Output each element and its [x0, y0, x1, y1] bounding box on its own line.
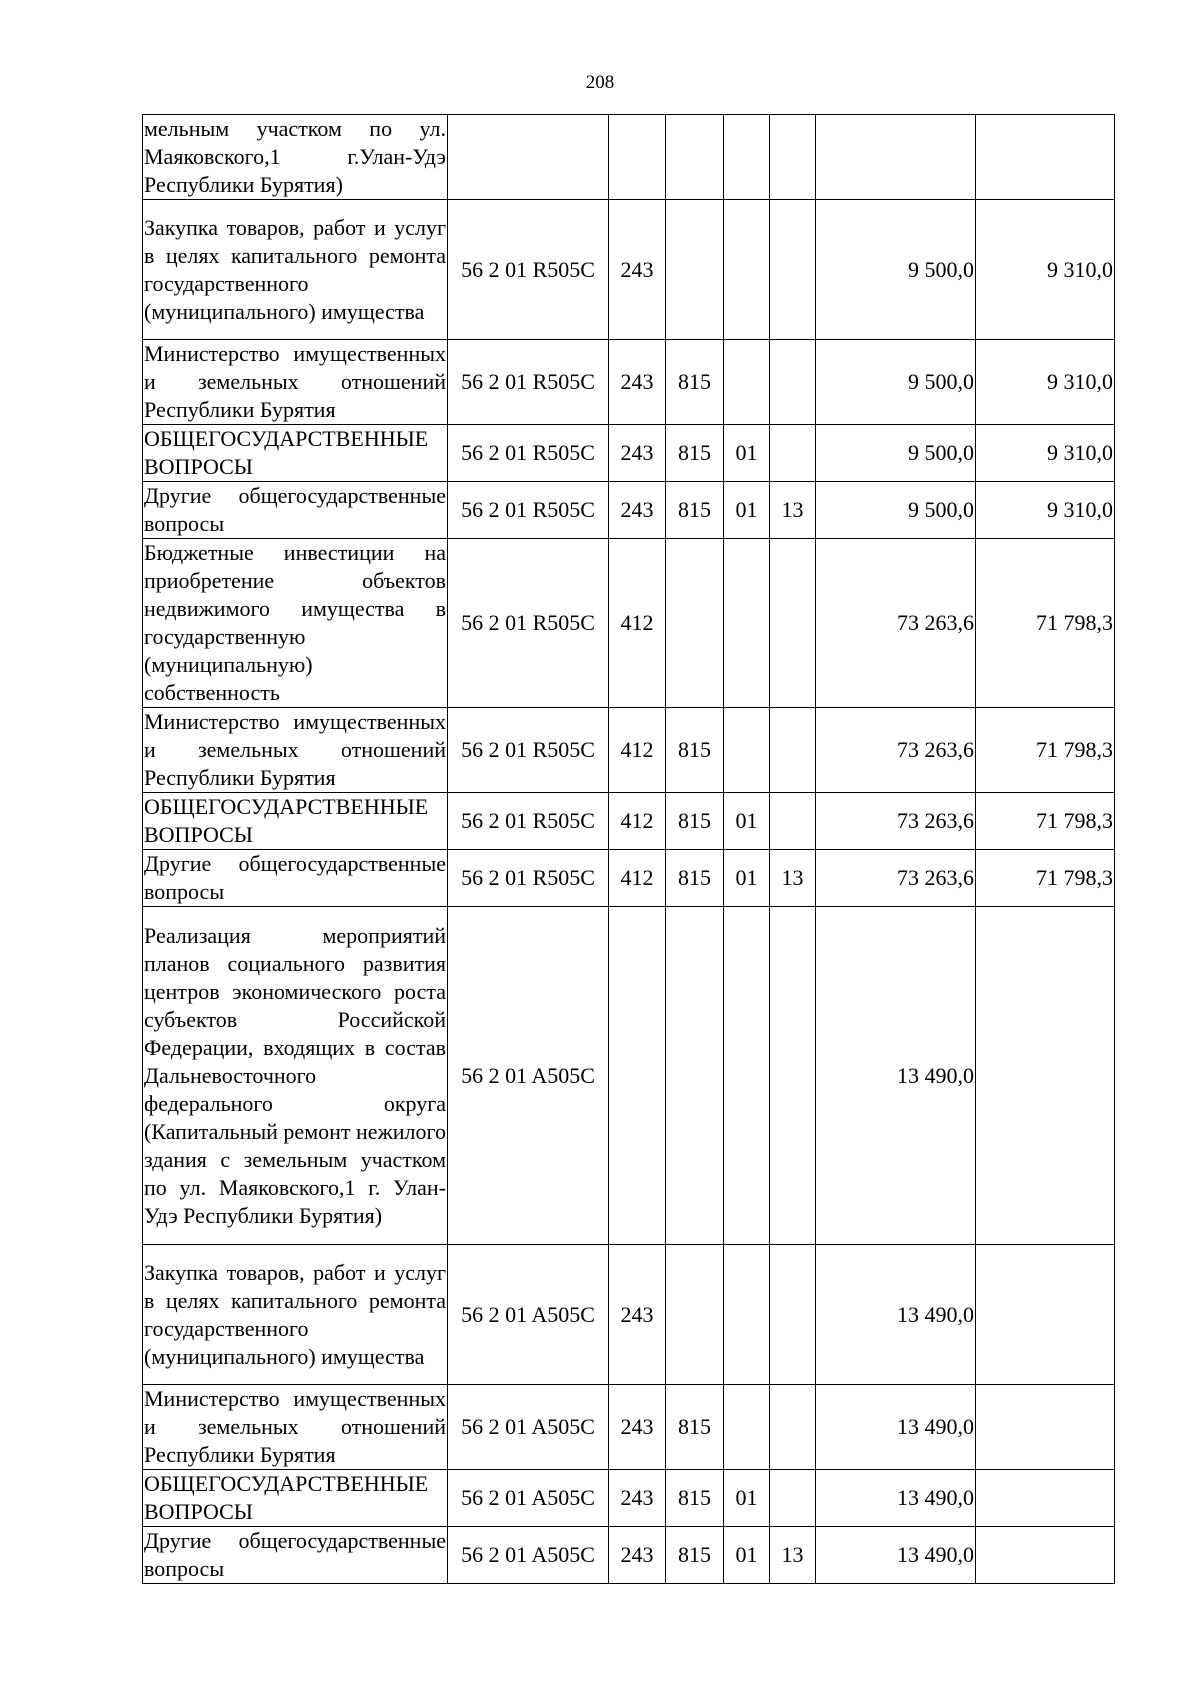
- cell-section: [724, 907, 770, 1245]
- cell-description: ОБЩЕГОСУДАРСТВЕННЫЕ ВОПРОСЫ: [143, 793, 448, 850]
- cell-expense-type: 243: [609, 1470, 666, 1527]
- cell-amount-1: 9 500,0: [816, 482, 976, 539]
- table-row: [143, 200, 1115, 340]
- cell-expense-type: [609, 907, 666, 1245]
- cell-expense-type: 412: [609, 793, 666, 850]
- cell-description: ОБЩЕГОСУДАРСТВЕННЫЕ ВОПРОСЫ: [143, 425, 448, 482]
- cell-section: 01: [724, 1470, 770, 1527]
- cell-ministry-code: 815: [666, 425, 724, 482]
- cell-amount-2: 71 798,3: [976, 539, 1115, 708]
- cell-target-code: 56 2 01 R505C: [448, 539, 609, 708]
- cell-amount-1: 13 490,0: [816, 1527, 976, 1584]
- cell-target-code: 56 2 01 R505C: [448, 850, 609, 907]
- cell-expense-type: 412: [609, 539, 666, 708]
- cell-expense-type: 243: [609, 1527, 666, 1584]
- cell-section: 01: [724, 1527, 770, 1584]
- cell-ministry-code: 815: [666, 340, 724, 425]
- table-row: [143, 115, 1115, 200]
- table-row: [143, 1527, 1115, 1584]
- cell-description: ОБЩЕГОСУДАРСТВЕННЫЕ ВОПРОСЫ: [143, 1470, 448, 1527]
- cell-amount-1: [816, 115, 976, 200]
- cell-section: [724, 708, 770, 793]
- cell-target-code: 56 2 01 R505C: [448, 425, 609, 482]
- cell-description: Реализация мероприятий планов социального развития центров экономического роста субъектов Российской Федерации, входящих в состав Дальневосточного федерального округа (Капитальный ремонт нежилого здания с земельным участком по ул. Маяковского,1 г. Улан-Удэ Республики Бурятия): [143, 907, 448, 1245]
- table-body: [143, 115, 1115, 1584]
- cell-description: Министерство имущественных и земельных отношений Республики Бурятия: [143, 1385, 448, 1470]
- cell-section: 01: [724, 850, 770, 907]
- cell-section: [724, 115, 770, 200]
- table-row: [143, 793, 1115, 850]
- cell-target-code: 56 2 01 A505C: [448, 1245, 609, 1385]
- cell-description: мельным участком по ул. Маяковского,1 г.Улан-Удэ Республики Бурятия): [143, 115, 448, 200]
- cell-subsection: [770, 200, 816, 340]
- cell-ministry-code: 815: [666, 793, 724, 850]
- cell-amount-1: 73 263,6: [816, 539, 976, 708]
- cell-subsection: [770, 1385, 816, 1470]
- cell-target-code: 56 2 01 R505C: [448, 482, 609, 539]
- cell-subsection: [770, 425, 816, 482]
- cell-amount-1: 9 500,0: [816, 200, 976, 340]
- cell-target-code: 56 2 01 A505C: [448, 1527, 609, 1584]
- cell-amount-2: 9 310,0: [976, 340, 1115, 425]
- cell-target-code: 56 2 01 R505C: [448, 793, 609, 850]
- cell-expense-type: 412: [609, 850, 666, 907]
- cell-subsection: [770, 907, 816, 1245]
- table-row: [143, 425, 1115, 482]
- page-number: 208: [585, 72, 615, 93]
- cell-section: 01: [724, 425, 770, 482]
- cell-subsection: [770, 708, 816, 793]
- cell-subsection: [770, 1470, 816, 1527]
- cell-target-code: 56 2 01 R505C: [448, 708, 609, 793]
- cell-subsection: 13: [770, 1527, 816, 1584]
- table-row: [143, 1470, 1115, 1527]
- cell-amount-1: 9 500,0: [816, 425, 976, 482]
- cell-section: [724, 200, 770, 340]
- cell-expense-type: 243: [609, 482, 666, 539]
- cell-description: Бюджетные инвестиции на приобретение объектов недвижимого имущества в государственную (муниципальную) собственность: [143, 539, 448, 708]
- cell-expense-type: 243: [609, 425, 666, 482]
- cell-ministry-code: [666, 115, 724, 200]
- cell-amount-2: 9 310,0: [976, 200, 1115, 340]
- table-row: [143, 708, 1115, 793]
- table-row: [143, 1245, 1115, 1385]
- cell-expense-type: 412: [609, 708, 666, 793]
- table-row: [143, 850, 1115, 907]
- cell-description: Министерство имущественных и земельных отношений Республики Бурятия: [143, 708, 448, 793]
- cell-amount-2: 9 310,0: [976, 482, 1115, 539]
- cell-ministry-code: 815: [666, 1527, 724, 1584]
- cell-target-code: 56 2 01 R505C: [448, 340, 609, 425]
- cell-target-code: 56 2 01 A505C: [448, 907, 609, 1245]
- cell-section: 01: [724, 482, 770, 539]
- cell-amount-2: 71 798,3: [976, 793, 1115, 850]
- cell-subsection: 13: [770, 482, 816, 539]
- cell-target-code: 56 2 01 R505C: [448, 200, 609, 340]
- cell-expense-type: 243: [609, 200, 666, 340]
- cell-target-code: 56 2 01 A505C: [448, 1385, 609, 1470]
- cell-amount-1: 73 263,6: [816, 793, 976, 850]
- cell-amount-2: [976, 907, 1115, 1245]
- cell-ministry-code: [666, 1245, 724, 1385]
- cell-ministry-code: [666, 539, 724, 708]
- cell-amount-1: 13 490,0: [816, 907, 976, 1245]
- cell-section: [724, 1385, 770, 1470]
- cell-amount-2: 9 310,0: [976, 425, 1115, 482]
- cell-amount-2: 71 798,3: [976, 708, 1115, 793]
- cell-section: [724, 1245, 770, 1385]
- cell-section: [724, 340, 770, 425]
- cell-amount-2: [976, 1385, 1115, 1470]
- cell-ministry-code: 815: [666, 1470, 724, 1527]
- cell-amount-1: 9 500,0: [816, 340, 976, 425]
- cell-subsection: [770, 539, 816, 708]
- cell-ministry-code: [666, 200, 724, 340]
- cell-amount-2: [976, 1470, 1115, 1527]
- table-row: [143, 482, 1115, 539]
- cell-description: Закупка товаров, работ и услуг в целях капитального ремонта государственного (муниципального) имущества: [143, 1245, 448, 1385]
- cell-amount-1: 13 490,0: [816, 1245, 976, 1385]
- budget-table: [142, 114, 1115, 1584]
- cell-section: [724, 539, 770, 708]
- cell-expense-type: 243: [609, 1385, 666, 1470]
- cell-ministry-code: 815: [666, 1385, 724, 1470]
- cell-target-code: [448, 115, 609, 200]
- cell-ministry-code: 815: [666, 850, 724, 907]
- cell-ministry-code: 815: [666, 482, 724, 539]
- cell-description: Другие общегосударственные вопросы: [143, 482, 448, 539]
- cell-subsection: [770, 793, 816, 850]
- cell-ministry-code: 815: [666, 708, 724, 793]
- cell-amount-2: [976, 1527, 1115, 1584]
- cell-subsection: [770, 1245, 816, 1385]
- table-row: [143, 1385, 1115, 1470]
- cell-amount-2: [976, 115, 1115, 200]
- cell-description: Другие общегосударственные вопросы: [143, 850, 448, 907]
- table-row: [143, 539, 1115, 708]
- cell-description: Министерство имущественных и земельных отношений Республики Бурятия: [143, 340, 448, 425]
- cell-expense-type: [609, 115, 666, 200]
- cell-amount-1: 73 263,6: [816, 850, 976, 907]
- cell-target-code: 56 2 01 A505C: [448, 1470, 609, 1527]
- cell-amount-2: 71 798,3: [976, 850, 1115, 907]
- cell-subsection: [770, 115, 816, 200]
- cell-description: Закупка товаров, работ и услуг в целях капитального ремонта государственного (муниципального) имущества: [143, 200, 448, 340]
- table-row: [143, 907, 1115, 1245]
- table-row: [143, 340, 1115, 425]
- cell-section: 01: [724, 793, 770, 850]
- cell-amount-1: 13 490,0: [816, 1470, 976, 1527]
- cell-subsection: [770, 340, 816, 425]
- cell-amount-1: 13 490,0: [816, 1385, 976, 1470]
- cell-subsection: 13: [770, 850, 816, 907]
- cell-expense-type: 243: [609, 340, 666, 425]
- cell-amount-2: [976, 1245, 1115, 1385]
- cell-description: Другие общегосударственные вопросы: [143, 1527, 448, 1584]
- cell-expense-type: 243: [609, 1245, 666, 1385]
- cell-amount-1: 73 263,6: [816, 708, 976, 793]
- cell-ministry-code: [666, 907, 724, 1245]
